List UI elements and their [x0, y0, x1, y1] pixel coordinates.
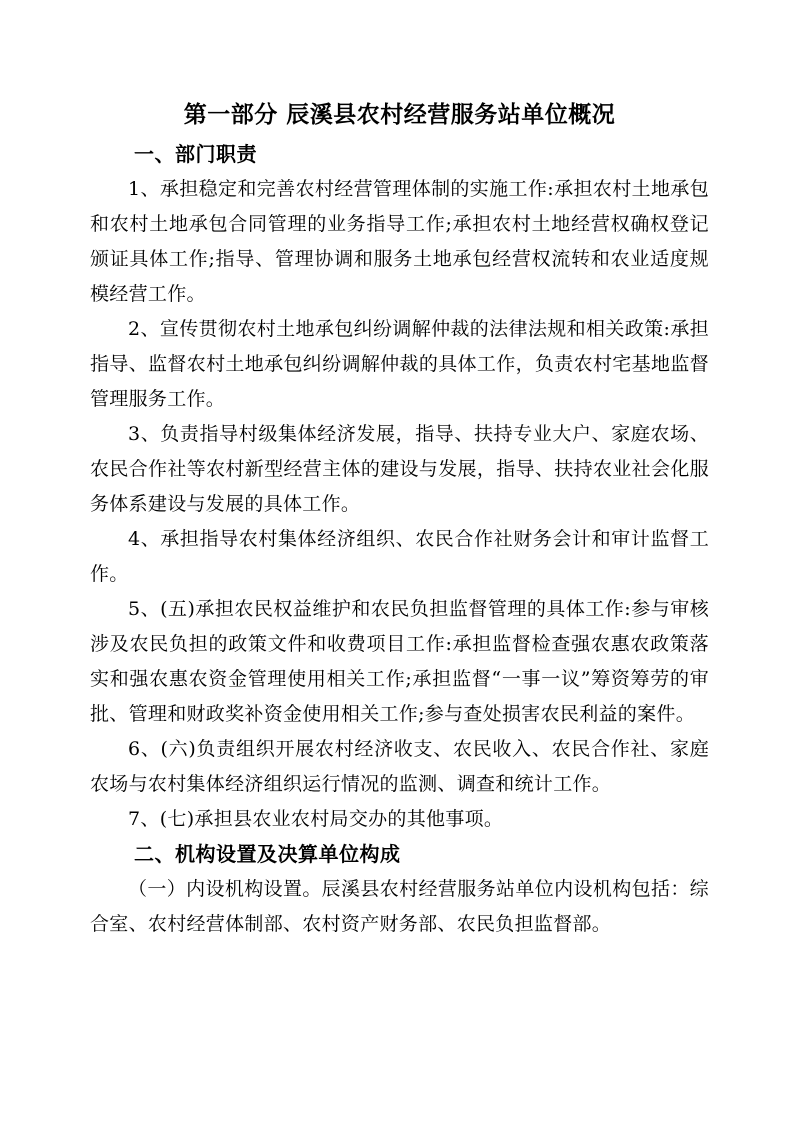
document-title: 第一部分 辰溪县农村经营服务站单位概况	[183, 102, 616, 128]
section-1-heading: 一、部门职责	[134, 142, 257, 166]
section-1-paragraph-2: 2、宣传贯彻农村土地承包纠纷调解仲裁的法律法规和相关政策:承担指导、监督农村土地承包纠纷调解仲裁的具体工作，负责农村宅基地监督管理服务工作。	[90, 318, 709, 410]
section-1-paragraph-5: 5、(五)承担农民权益维护和农民负担监督管理的具体工作:参与审核涉及农民负担的政策文件和收费项目工作:承担监督检查强农惠农政策落实和强农惠农资金管理使用相关工作;承担监督“一事一议”筹资筹劳的审批、管理和财政奖补资金使用相关工作;参与查处损害农民利益的案件。	[90, 598, 709, 725]
section-1-paragraph-3: 3、负责指导村级集体经济发展，指导、扶持专业大户、家庭农场、农民合作社等农村新型经营主体的建设与发展，指导、扶持农业社会化服务体系建设与发展的具体工作。	[90, 423, 709, 515]
section-2-heading: 二、机构设置及决算单位构成	[134, 842, 401, 866]
section-1-paragraph-1: 1、承担稳定和完善农村经营管理体制的实施工作:承担农村土地承包和农村土地承包合同管理的业务指导工作;承担农村土地经营权确权登记颁证具体工作;指导、管理协调和服务土地承包经营权流转和农业适度规模经营工作。	[90, 178, 709, 305]
section-1-paragraph-6: 6、(六)负责组织开展农村经济收支、农民收入、农民合作社、家庭农场与农村集体经济组织运行情况的监测、调查和统计工作。	[90, 738, 709, 795]
section-2-paragraph-1: （一）内设机构设置。辰溪县农村经营服务站单位内设机构包括：综合室、农村经营体制部、农村资产财务部、农民负担监督部。	[90, 878, 709, 935]
section-1-paragraph-7: 7、(七)承担县农业农村局交办的其他事项。	[128, 808, 504, 830]
section-1-paragraph-4: 4、承担指导农村集体经济组织、农民合作社财务会计和审计监督工作。	[90, 528, 709, 585]
